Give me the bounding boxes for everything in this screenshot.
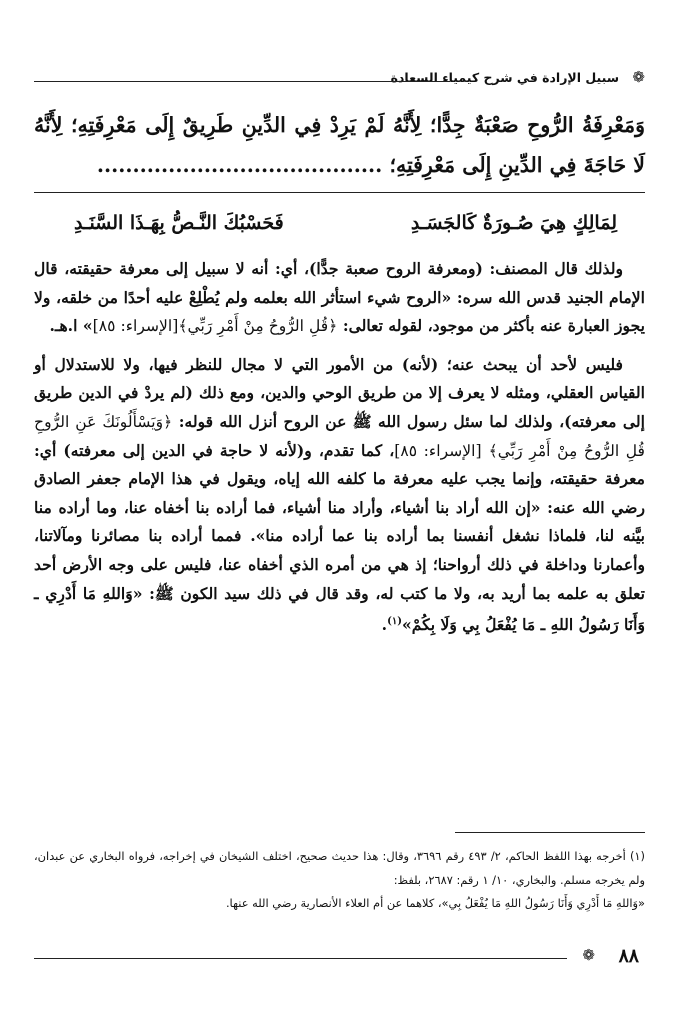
footnote-line-2: «وَاللهِ مَا أَدْرِي وَأَنَا رَسُولُ اللهِ مَا يُفْعَلُ بِي»، كلاهما عن أم العلاء الأنصارية رضي الله عنها. — [225, 896, 645, 910]
running-header-title: سبيل الإرادة في شرح كيمياء السعادة — [390, 70, 619, 85]
verse-left-hemistich: فَحَسْبُكَ النَّـصُّ بِهَـذَا السَّنَـدِ — [74, 212, 284, 234]
section-divider — [34, 192, 645, 193]
footer-rule — [34, 958, 567, 959]
header-ornament-icon: ❁ — [632, 68, 645, 86]
header-rule — [34, 81, 450, 82]
matn-dots: ........................................ — [96, 153, 383, 177]
quran-reference: [الإسراء: ٨٥] — [92, 317, 179, 336]
matn-text — [34, 105, 645, 185]
quran-reference: [الإسراء: ٨٥] — [394, 441, 482, 460]
footnote-rule — [455, 832, 645, 833]
footnote — [34, 845, 645, 916]
footnote-marker: (١) — [387, 616, 402, 628]
page-footer — [34, 945, 645, 969]
quran-verse: ﴿وَيَسْأَلُونَكَ عَنِ الرُّوحِ قُلِ الرُّوحُ مِنْ أَمْرِ رَبِّي﴾ — [34, 412, 645, 460]
hadith-quote: «وَاللهِ مَا أَدْرِي ـ وَأَنَا رَسُولُ اللهِ ـ مَا يُفْعَلُ بِي وَلَا بِكُمْ» — [34, 583, 645, 635]
commentary-paragraph-1: ولذلك قال المصنف: (ومعرفة الروح صعبة جدًّا)، أي: أنه لا سبيل إلى معرفة حقيقته، قال الإمام الجنيد قدس الله سره: «الروح شيء استأثر الله بعلمه ولم يُطْلِعْ عليه أحدًا من خلقه، ولا يجوز العبارة عنه بأكثر من موجود، لقوله تعالى: ﴿قُلِ الرُّوحُ مِنْ أَمْرِ رَبِّي﴾[الإسراء: ٨٥]» ا.هـ. — [34, 259, 645, 336]
footer-ornament-icon: ❁ — [582, 946, 595, 964]
verse-right-hemistich: لِمَالِكٍ هِيَ صُـورَةٌ كَالجَسَـدِ — [410, 212, 617, 234]
commentary-paragraph-2: فليس لأحد أن يبحث عنه؛ (لأنه) من الأمور التي لا مجال للنظر فيها، ولا للاستدلال أو القياس العقلي، ومثله لا يعرف إلا من طريق الوحي والدين، ومع ذلك (لم يردْ في الدين طريق إلى معرفته)، ولذلك لما سئل رسول الله ﷺ عن الروح أنزل الله قوله: ﴿وَيَسْأَلُونَكَ عَنِ الرُّوحِ قُلِ الرُّوحُ مِنْ أَمْرِ رَبِّي﴾ [الإسراء: ٨٥]، كما تقدم، و(لأنه لا حاجة في الدين إلى معرفته) أي: معرفة حقيقته، وإنما يجب عليه معرفة ما كلفه الله إياه، ويقول في هذا الإمام جعفر الصادق رضي الله عنه: «إن الله أراد بنا أشياء، وأراد منا أشياء، فما أراده بنا أخفاه عنا، وما أراده منا بيَّنه لنا، فلماذا نشغل أنفسنا بما أراده بنا عما أراده منا». فمما أراده بنا مصائرنا ومآلاتنا، وأعمارنا وداخلة في ذلك أرواحنا؛ إذ هي من أمره الذي أخفاه عنا، فليس على وجه الأرض أحد تعلق به علمه بما أريد به، ولا ما كتب له، وقد قال في ذلك سيد الكون ﷺ: «وَاللهِ مَا أَدْرِي ـ وَأَنَا رَسُولُ اللهِ ـ مَا يُفْعَلُ بِي وَلَا بِكُمْ»$^{(١)}$. — [34, 354, 645, 635]
quran-verse: ﴿قُلِ الرُّوحُ مِنْ أَمْرِ رَبِّي﴾ — [178, 317, 338, 336]
commentary — [34, 255, 645, 640]
verse-line — [34, 208, 645, 244]
page-number: ٨٨ — [618, 945, 639, 967]
matn-body: وَمَعْرِفَةُ الرُّوحِ صَعْبَةٌ جِدًّا؛ لِأَنَّهُ لَمْ يَرِدْ فِي الدِّينِ طَرِيقٌ إِلَى مَعْرِفَتِهِ؛ لِأَنَّهُ لَا حَاجَةَ فِي الدِّينِ إِلَى مَعْرِفَتِهِ؛ — [34, 113, 645, 177]
running-header — [34, 70, 645, 92]
footnote-line-1: (١) أخرجه بهذا اللفظ الحاكم، ٢/ ٤٩٣ رقم ٣٦٩٦، وقال: هذا حديث صحيح، اختلف الشيخان في إخراجه، فرواه البخاري عن عبدان، ولم يخرجه مسلم. والبخاري، ١٠/ ١ رقم: ٢٦٨٧، بلفظ: — [34, 849, 645, 887]
